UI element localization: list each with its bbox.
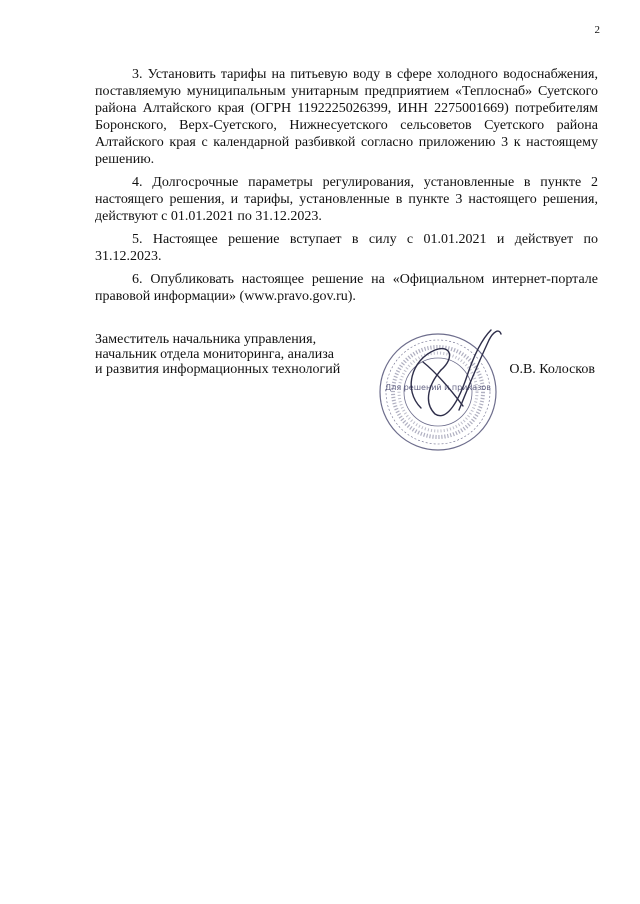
signer-name: О.В. Колосков bbox=[509, 362, 595, 377]
page-number: 2 bbox=[594, 24, 600, 36]
handwritten-signature bbox=[411, 330, 501, 416]
signer-position: Заместитель начальника управления, начальник отдела мониторинга, анализа и развития информационных технологий bbox=[95, 332, 341, 377]
paragraph-6: 6. Опубликовать настоящее решение на «Официальном интернет-портале правовой информации» (www.pravo.gov.ru). bbox=[95, 272, 598, 304]
stamp-center-text: Для решений и приказов bbox=[385, 383, 491, 392]
paragraph-3: 3. Установить тарифы на питьевую воду в сфере холодного водоснабжения, поставляемую муниципальным унитарным предприятием «Теплоснаб» Суетского района Алтайского края (ОГРН 1192225026399, ИНН 2275001669) потребителям Боронского, Верх-Суетского, Нижнесуетского сельсоветов Суетского района Алтайского края с календарной разбивкой согласно приложению 3 к настоящему решению. bbox=[95, 67, 598, 167]
signature-block bbox=[95, 330, 600, 470]
document-body bbox=[95, 66, 598, 311]
paragraph-5: 5. Настоящее решение вступает в силу с 01.01.2021 и действует по 31.12.2023. bbox=[95, 232, 598, 264]
official-stamp bbox=[363, 310, 543, 470]
paragraph-4: 4. Долгосрочные параметры регулирования, установленные в пункте 2 настоящего решения, и тарифы, установленные в пункте 3 настоящего решения, действуют с 01.01.2021 по 31.12.2023. bbox=[95, 175, 598, 224]
